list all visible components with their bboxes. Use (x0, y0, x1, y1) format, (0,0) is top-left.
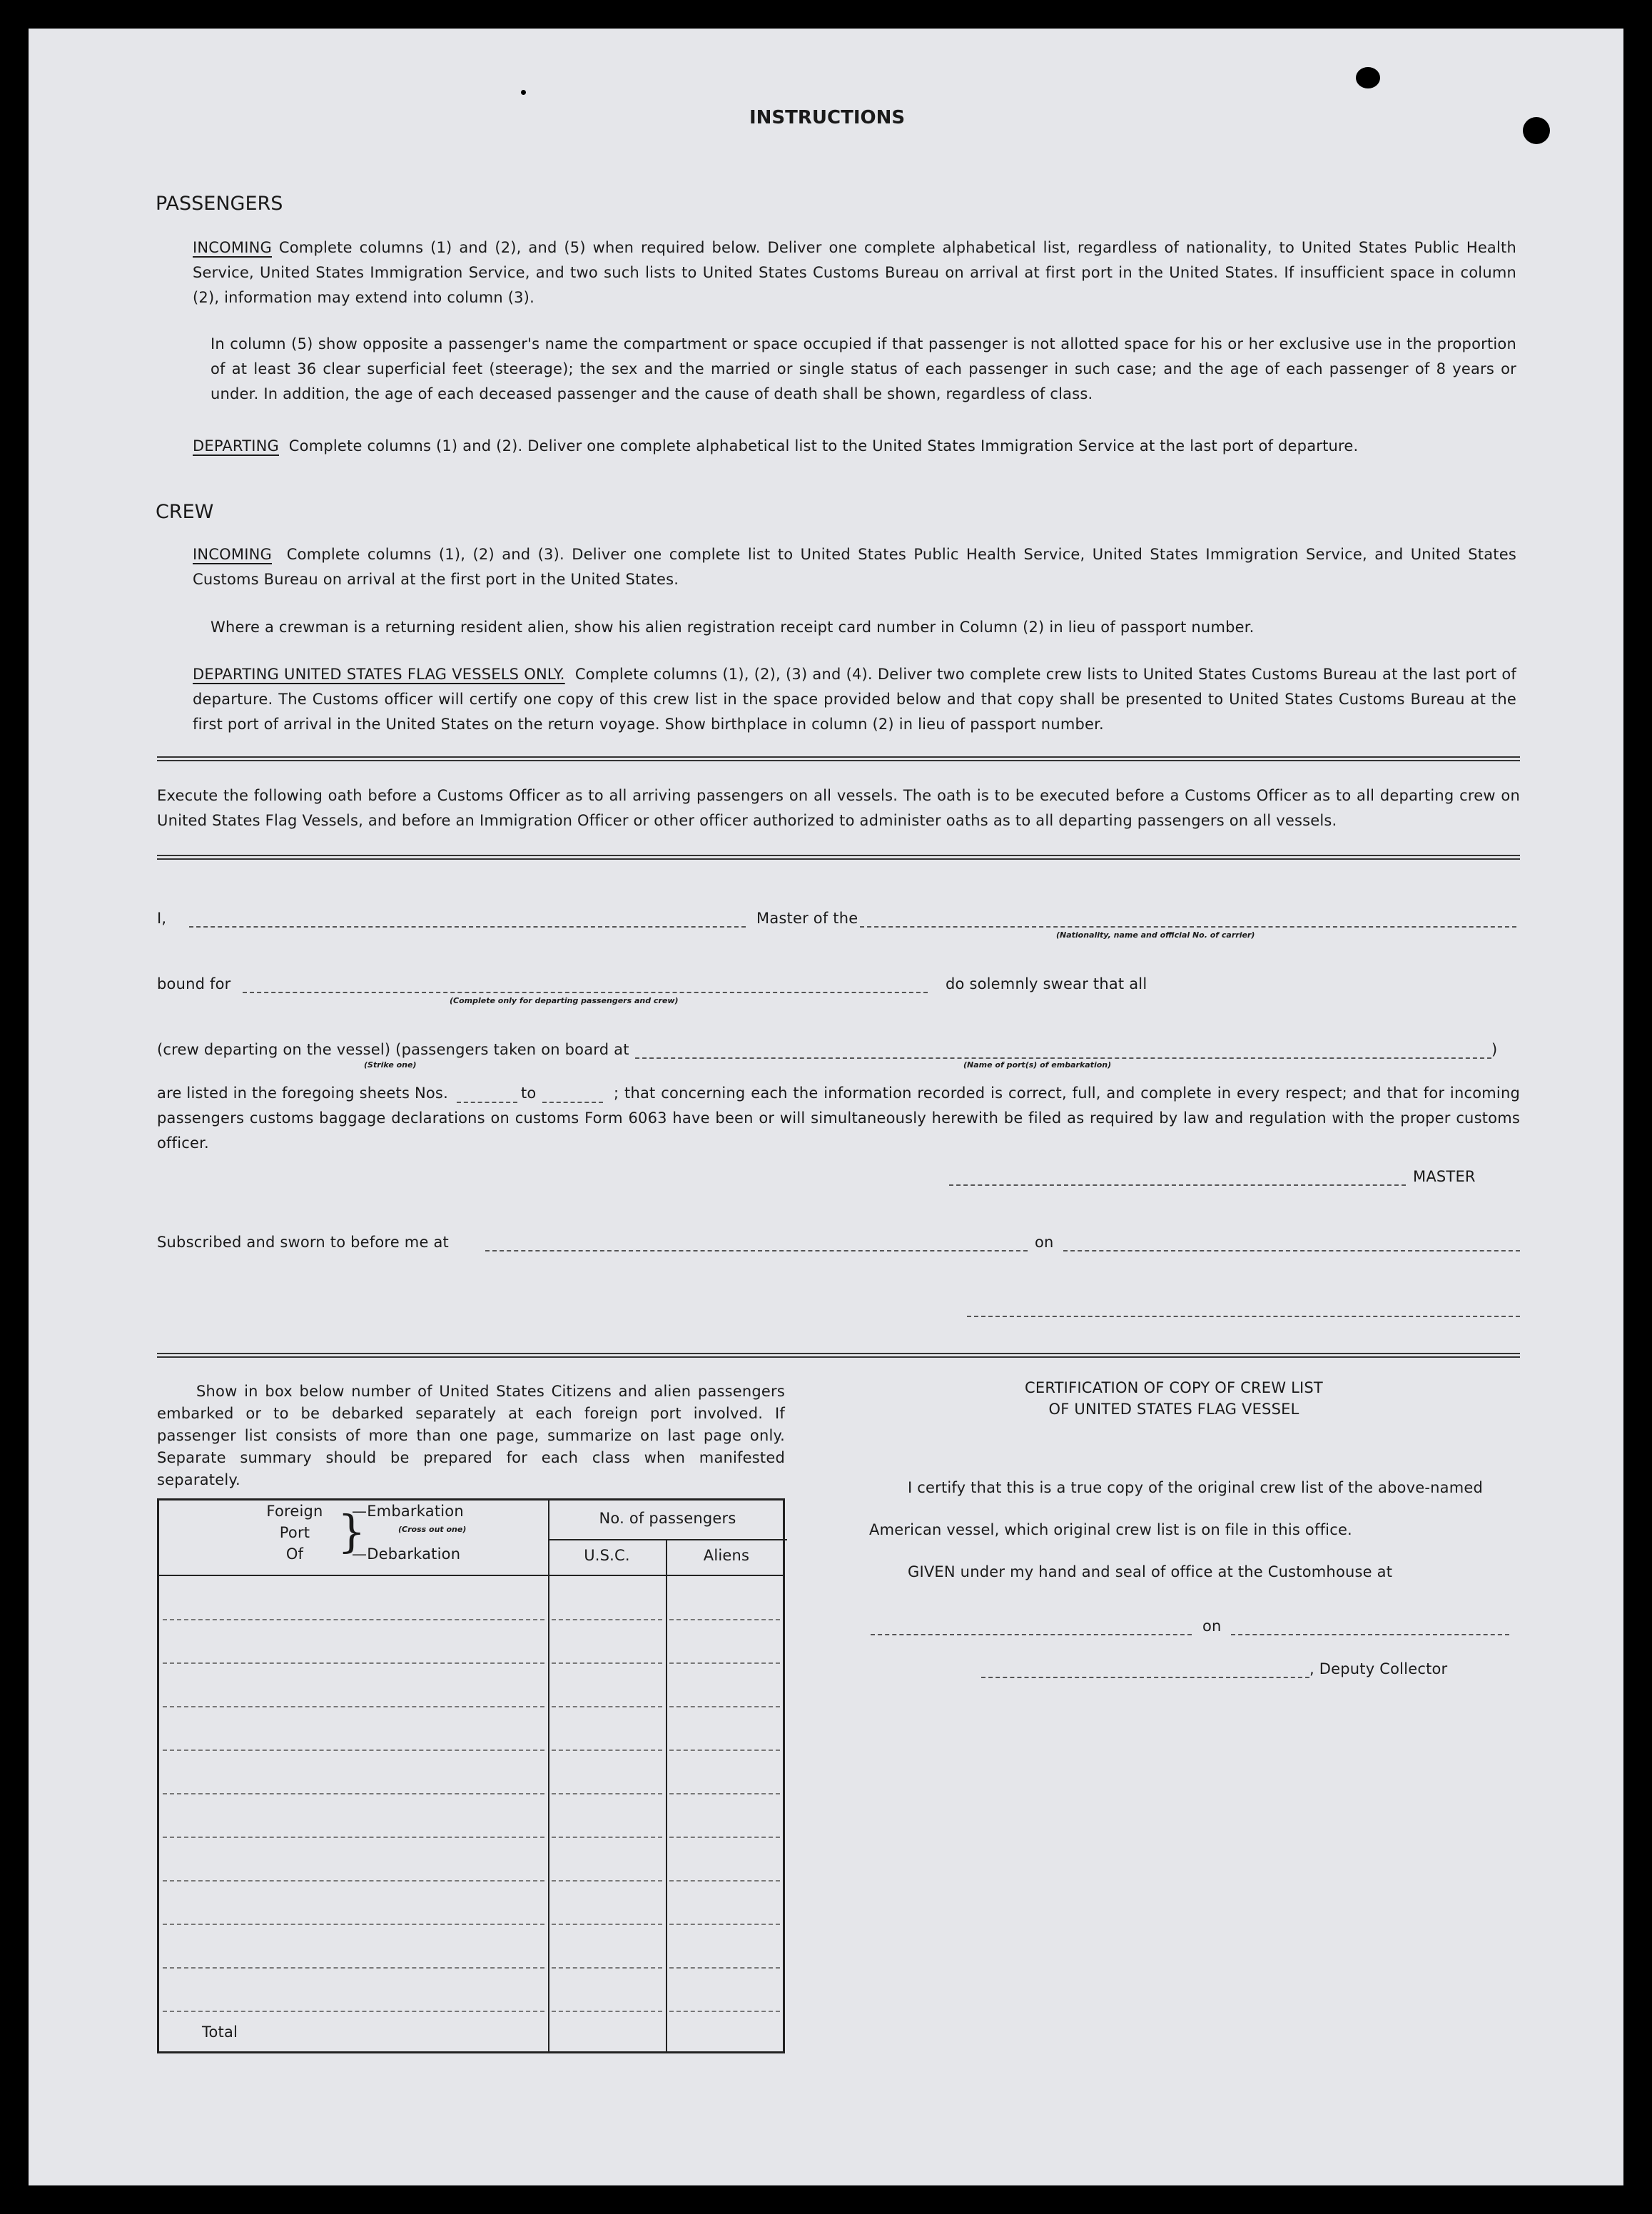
to-label: to (521, 1085, 537, 1102)
table-entry-line[interactable] (552, 1662, 662, 1664)
cert-date-field[interactable] (1231, 1634, 1509, 1635)
table-entry-line[interactable] (669, 1662, 780, 1664)
listed-text-2: ; that concerning each the information recorded is correct, full, and complete in every respect; and that for incoming passengers customs baggage declarations on customs Form 6063 have been or will simultaneously herewith be filed as required by law and regulation with the proper customs officer. (157, 1085, 1520, 1152)
table-entry-line[interactable] (552, 1706, 662, 1707)
crew-resident-paragraph: Where a crewman is a returning resident alien, show his alien registration receipt card number in Column (2) in lieu of passport number. (211, 619, 1255, 636)
table-entry-line[interactable] (669, 1924, 780, 1925)
table-entry-line[interactable] (163, 1880, 544, 1882)
master-name-field[interactable] (189, 926, 746, 928)
aliens-header: Aliens (703, 1547, 750, 1564)
sworn-date-field[interactable] (1063, 1250, 1520, 1251)
table-entry-line[interactable] (552, 1793, 662, 1794)
bound-for-field[interactable] (243, 992, 928, 993)
sworn-place-field[interactable] (485, 1250, 1028, 1251)
punch-hole (1523, 117, 1550, 144)
certify-text-1: I certify that this is a true copy of the original crew list of the above-named (908, 1479, 1484, 1496)
table-entry-line[interactable] (669, 1706, 780, 1707)
table-entry-line[interactable] (669, 1750, 780, 1751)
col-of-word: Of (285, 1545, 304, 1563)
double-rule (157, 1353, 1520, 1358)
usc-header: U.S.C. (584, 1547, 630, 1564)
passengers-departing-paragraph (193, 434, 1516, 459)
table-entry-line[interactable] (163, 2011, 544, 2012)
given-text: GIVEN under my hand and seal of office at the Customhouse at (908, 1563, 1393, 1580)
deputy-signature-field[interactable] (981, 1677, 1309, 1678)
crew-incoming-label: INCOMING (193, 546, 272, 563)
certification-heading-line-1: CERTIFICATION OF COPY OF CREW LIST (1025, 1379, 1323, 1396)
debarkation-label: —Debarkation (352, 1545, 461, 1563)
table-entry-line[interactable] (669, 1619, 780, 1620)
embarkation-label: —Embarkation (352, 1503, 464, 1520)
bound-for-label: bound for (157, 975, 231, 992)
crew-heading: CREW (156, 501, 214, 523)
no-passengers-header: No. of passengers (599, 1510, 736, 1527)
swear-label: do solemnly swear that all (946, 975, 1147, 992)
col-foreign-word: Foreign (266, 1503, 323, 1520)
certify-text-2: American vessel, which original crew list is on file in this office. (869, 1521, 1352, 1538)
close-paren: ) (1491, 1041, 1498, 1058)
listed-text-1: are listed in the foregoing sheets Nos. (157, 1085, 448, 1102)
certification-heading-line-2: OF UNITED STATES FLAG VESSEL (1048, 1401, 1299, 1418)
table-entry-line[interactable] (552, 2011, 662, 2012)
strike-note: (Strike one) (364, 1060, 417, 1070)
total-label: Total (202, 2023, 238, 2041)
master-of-label: Master of the (756, 910, 858, 927)
officer-signature-field[interactable] (967, 1316, 1520, 1317)
certification-heading (917, 1377, 1431, 1420)
master-label: MASTER (1413, 1168, 1476, 1185)
master-signature-field[interactable] (949, 1184, 1406, 1186)
ports-field[interactable] (635, 1057, 1491, 1059)
table-entry-line[interactable] (163, 1924, 544, 1925)
table-entry-line[interactable] (552, 1619, 662, 1620)
col-port-word: Port (279, 1524, 310, 1541)
table-entry-line[interactable] (552, 1837, 662, 1838)
table-entry-line[interactable] (552, 1750, 662, 1751)
customhouse-field[interactable] (871, 1634, 1192, 1635)
complete-only-note: (Complete only for departing passengers and crew) (450, 996, 679, 1005)
table-entry-line[interactable] (163, 1619, 544, 1620)
crew-incoming-paragraph (193, 542, 1516, 592)
crew-departing-paragraph (193, 662, 1516, 737)
passengers-departing-text: Complete columns (1) and (2). Deliver one complete alphabetical list to the United States Immigration Service at the last port of departure. (288, 437, 1359, 455)
form-page (29, 29, 1623, 2185)
ink-dot (521, 90, 526, 95)
table-entry-line[interactable] (163, 1837, 544, 1838)
summary-instructions: Show in box below number of United States Citizens and alien passengers embarked or to be debarked separately at each foreign port involved. If passenger list consists of more than one page, summarize on last page only. Separate summary should be prepared for each class when manifested separately. (157, 1383, 785, 1488)
double-rule (157, 855, 1520, 860)
page-title: INSTRUCTIONS (749, 107, 906, 128)
sworn-on-label: on (1035, 1234, 1054, 1251)
table-entry-line[interactable] (552, 1880, 662, 1882)
ink-spot (1356, 67, 1380, 88)
carrier-field[interactable] (860, 926, 1516, 928)
oath-i-label: I, (157, 910, 167, 927)
table-header-rule (159, 1575, 783, 1576)
double-rule (157, 756, 1520, 761)
crew-incoming-text: Complete columns (1), (2) and (3). Deliver one complete list to United States Public Health Service, United States Immigration Service, and United States Customs Bureau on arrival at the first port in the United States. (193, 546, 1516, 588)
passengers-heading: PASSENGERS (156, 193, 283, 215)
deputy-label: , Deputy Collector (1309, 1660, 1448, 1677)
table-entry-line[interactable] (669, 1837, 780, 1838)
crew-departing-text: Complete columns (1), (2), (3) and (4). Deliver two complete crew lists to United States Customs Bureau at the last port of departure. The Customs officer will certify one copy of this crew list in the space provided below and that copy shall be presented to United States Customs Bureau at the first port of arrival in the United States on the return voyage. Show birthplace in column (2) in lieu of passport number. (193, 666, 1517, 733)
subscribed-label: Subscribed and sworn to before me at (157, 1234, 449, 1251)
summary-table (157, 1498, 785, 2053)
passengers-incoming-paragraph (193, 235, 1516, 310)
passengers-incoming-text: Complete columns (1) and (2), and (5) when required below. Deliver one complete alphabetical list, regardless of nationality, to United States Public Health Service, United States Immigration Service, and two such lists to United States Customs Bureau on arrival at first port in the United States. If insufficient space in column (2), information may extend into column (3). (193, 239, 1516, 306)
table-entry-line[interactable] (669, 2011, 780, 2012)
oath-instructions: Execute the following oath before a Customs Officer as to all arriving passengers on all vessels. The oath is to be executed before a Customs Officer as to all departing crew on United States Flag Vessels, and before an Immigration Officer or other officer authorized to administer oaths as to all departing passengers on all vessels. (157, 787, 1520, 829)
table-entry-line[interactable] (163, 1967, 544, 1969)
nationality-note: (Nationality, name and official No. of carrier) (1056, 930, 1255, 940)
table-entry-line[interactable] (669, 1880, 780, 1882)
cross-out-note: (Cross out one) (398, 1525, 467, 1534)
table-entry-line[interactable] (669, 1793, 780, 1794)
table-entry-line[interactable] (552, 1924, 662, 1925)
table-entry-line[interactable] (163, 1750, 544, 1751)
table-entry-line[interactable] (669, 1967, 780, 1969)
col-foreign-port (248, 1500, 341, 1565)
ports-note: (Name of port(s) of embarkation) (963, 1060, 1112, 1070)
table-header-rule (548, 1539, 787, 1540)
brace-icon: } (338, 1505, 366, 1558)
cert-on-label: on (1202, 1618, 1222, 1635)
table-entry-line[interactable] (552, 1967, 662, 1969)
table-entry-line[interactable] (163, 1662, 544, 1664)
passengers-departing-label: DEPARTING (193, 437, 279, 455)
crew-departing-label: DEPARTING UNITED STATES FLAG VESSELS ONLY. (193, 666, 565, 683)
passengers-incoming-label: INCOMING (193, 239, 272, 256)
table-divider (548, 1500, 549, 2051)
crew-passengers-label: (crew departing on the vessel) (passengers taken on board at (157, 1041, 629, 1058)
table-entry-line[interactable] (163, 1706, 544, 1707)
passengers-col5-paragraph: In column (5) show opposite a passenger's name the compartment or space occupied if that passenger is not allotted space for his or her exclusive use in the proportion of at least 36 clear superficial feet (steerage); the sex and the married or single status of each passenger in such case; and the age of each passenger of 8 years or under. In addition, the age of each deceased passenger and the cause of death shall be shown, regardless of class. (211, 335, 1516, 402)
table-entry-line[interactable] (163, 1793, 544, 1794)
table-divider (666, 1539, 667, 2053)
